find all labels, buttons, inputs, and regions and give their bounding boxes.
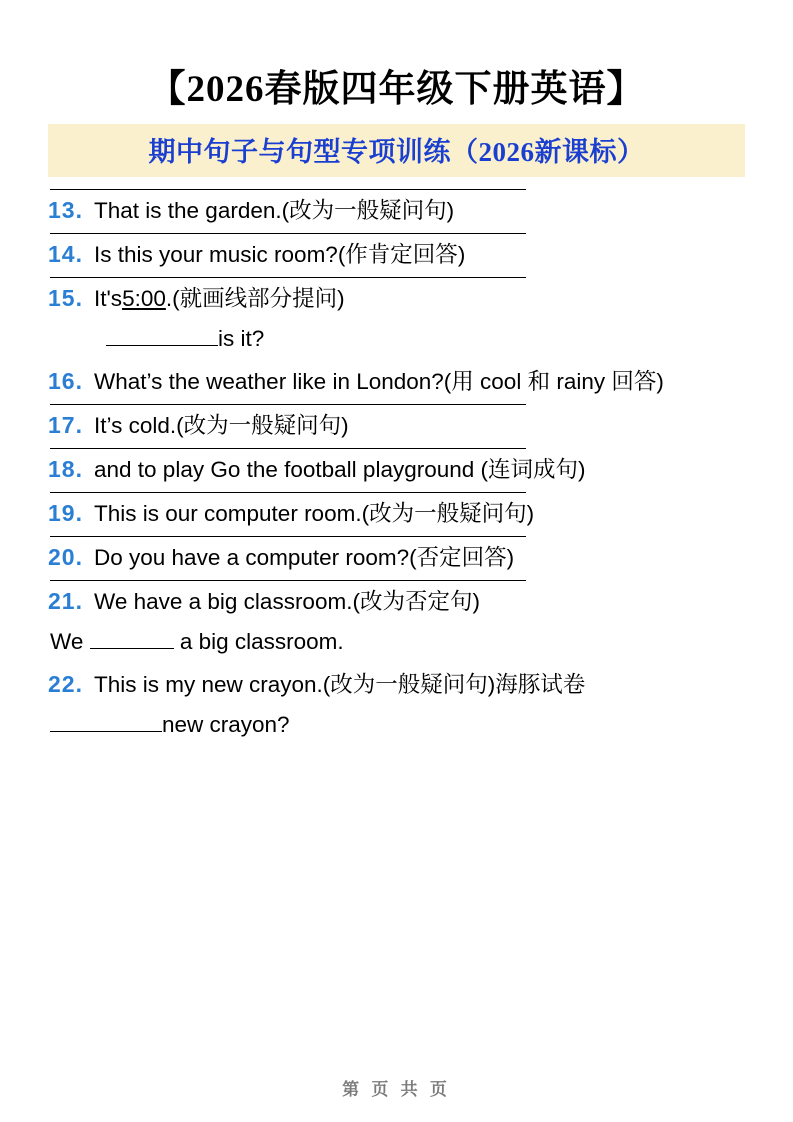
- question-text-post: .(就画线部分提问): [165, 286, 345, 311]
- question-line: [48, 361, 745, 402]
- question-text: and to play Go the football playground (连词成句): [94, 457, 586, 482]
- question-text: It’s cold.(改为一般疑问句): [94, 413, 349, 438]
- question-line: [48, 581, 745, 622]
- question-item: [48, 277, 745, 359]
- question-line: [48, 537, 745, 578]
- question-item: [48, 664, 745, 745]
- answer-line: [48, 319, 745, 359]
- fill-blank[interactable]: [50, 711, 162, 732]
- question-item: [48, 233, 745, 275]
- question-underlined-part: 5:00: [122, 286, 166, 311]
- question-text: What’s the weather like in London?(用 cool 和 rainy 回答): [94, 369, 664, 394]
- answer-text-pre: We: [50, 629, 90, 654]
- question-line: [48, 278, 745, 319]
- question-item: [48, 580, 745, 662]
- question-text: This is our computer room.(改为一般疑问句): [94, 501, 535, 526]
- question-line: [48, 405, 745, 446]
- question-line: [48, 493, 745, 534]
- question-text: This is my new crayon.(改为一般疑问句)海豚试卷: [94, 672, 586, 697]
- question-number: 17.: [48, 412, 83, 438]
- question-line: [48, 234, 745, 275]
- question-text: We have a big classroom.(改为否定句): [94, 589, 480, 614]
- question-number: 20.: [48, 544, 83, 570]
- question-item: [48, 448, 745, 490]
- question-text-pre: It's: [94, 286, 123, 311]
- question-line: [48, 664, 745, 705]
- question-number: 13.: [48, 197, 83, 223]
- question-line: [48, 190, 745, 231]
- fill-blank[interactable]: [106, 325, 218, 346]
- question-number: 19.: [48, 500, 83, 526]
- fill-blank[interactable]: [90, 628, 174, 649]
- answer-text-post: new crayon?: [162, 712, 290, 737]
- question-number: 18.: [48, 456, 83, 482]
- question-number: 21.: [48, 588, 83, 614]
- subtitle-band: [48, 124, 745, 177]
- question-item: [48, 536, 745, 578]
- question-item: [48, 189, 745, 231]
- page-footer: 第 页 共 页: [342, 1080, 451, 1099]
- question-text: That is the garden.(改为一般疑问句): [94, 198, 455, 223]
- question-item: [48, 404, 745, 446]
- question-number: 16.: [48, 368, 83, 394]
- question-line: [48, 449, 745, 490]
- question-text: Is this your music room?(作肯定回答): [94, 242, 466, 267]
- subtitle-text: 期中句子与句型专项训练（2026新课标）: [148, 137, 645, 167]
- questions-list: [48, 189, 745, 745]
- answer-line: [48, 622, 745, 662]
- question-number: 22.: [48, 671, 83, 697]
- answer-line: [48, 705, 745, 745]
- question-item: [48, 492, 745, 534]
- question-number: 14.: [48, 241, 83, 267]
- question-text: Do you have a computer room?(否定回答): [94, 545, 515, 570]
- answer-text: is it?: [218, 326, 265, 351]
- question-number: 15.: [48, 285, 83, 311]
- question-item: [48, 361, 745, 402]
- page-title: 【2026春版四年级下册英语】: [148, 69, 645, 110]
- answer-text-post: a big classroom.: [173, 629, 344, 654]
